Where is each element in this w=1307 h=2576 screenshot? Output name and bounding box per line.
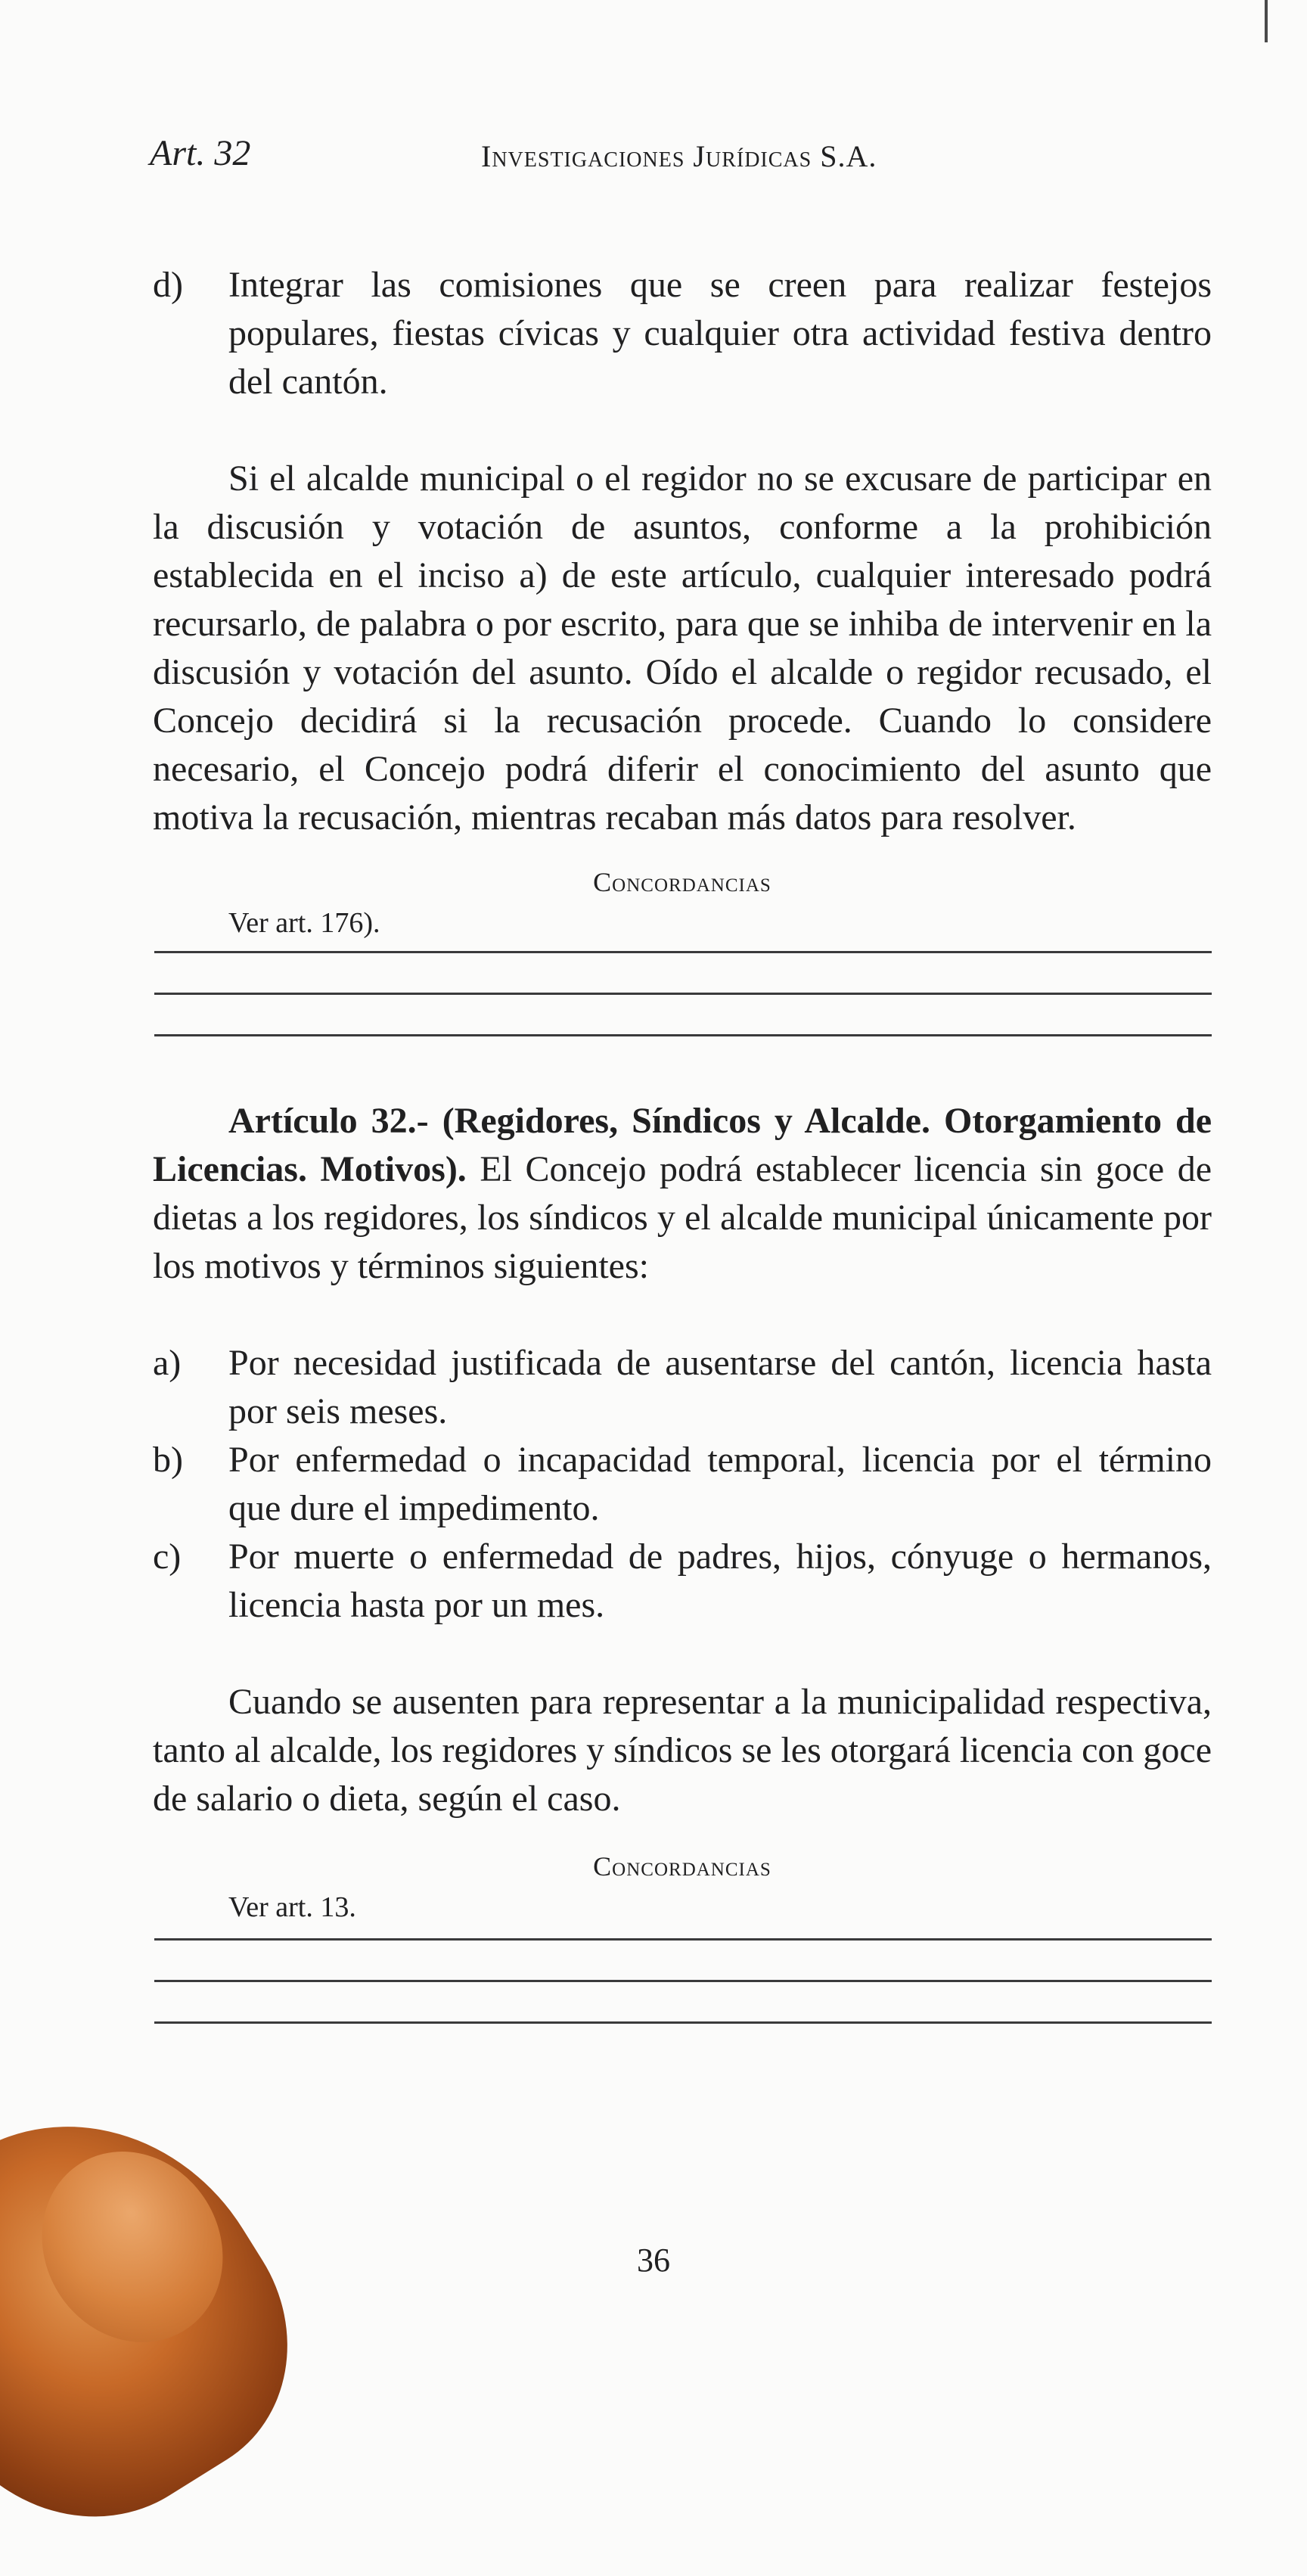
list-item-text: Integrar las comisiones que se creen para realizar festejos populares, fiestas cívicas y cualquier otra actividad festiva dentro del cantón.	[228, 265, 1212, 402]
list-item-a	[153, 1339, 1212, 1436]
article-32-intro: El Concejo podrá establecer licencia sin goce de dietas a los regidores, los síndicos y el alcalde municipal únicamente por los motivos y términos siguientes:	[153, 1149, 1212, 1286]
closing-paragraph: Cuando se ausenten para representar a la municipalidad respectiva, tanto al alcalde, los regidores y síndicos se les otorgará licencia con goce de salario o dieta, según el caso.	[153, 1682, 1212, 1819]
header-publisher: Investigaciones Jurídicas S.A.	[481, 139, 877, 173]
list-marker: a)	[153, 1343, 182, 1383]
page-number: 36	[637, 2242, 670, 2279]
page-body	[153, 261, 1212, 2024]
list-marker: b)	[153, 1440, 183, 1480]
running-head	[0, 127, 1307, 180]
list-item-c	[153, 1533, 1212, 1630]
list-item-b	[153, 1436, 1212, 1533]
list-marker: d)	[153, 265, 183, 305]
article-32-heading: Artículo 32.- (Regidores, Síndicos y Alcalde. Otorgamiento de Licencias. Motivos).	[153, 1101, 1212, 1189]
list-item-text: Por necesidad justificada de ausentarse del cantón, licencia hasta por seis meses.	[228, 1343, 1212, 1431]
page-edge-mark	[1265, 0, 1268, 42]
concordancias-heading: Concordancias	[593, 867, 771, 897]
list-item-d	[153, 261, 1212, 406]
list-marker: c)	[153, 1537, 182, 1577]
concordancias-heading: Concordancias	[593, 1851, 771, 1882]
recusal-paragraph: Si el alcalde municipal o el regidor no se excusare de participar en la discusión y votación de asuntos, conforme a la prohibición establecida en el inciso a) de este artículo, cualquier interesado podrá recursarlo, de palabra o por escrito, para que se inhiba de intervenir en la discusión y votación del asunto. Oído el alcalde o regidor recusado, el Concejo decidirá si la recusación procede. Cuando lo considere necesario, el Concejo podrá diferir el conocimiento del asunto que motiva la recusación, mientras recaban más datos para resolver.	[153, 458, 1212, 837]
list-item-text: Por enfermedad o incapacidad temporal, licencia por el término que dure el impedimento.	[228, 1440, 1212, 1528]
concordancias-reference: Ver art. 13.	[228, 1891, 356, 1923]
list-item-text: Por muerte o enfermedad de padres, hijos, cónyuge o hermanos, licencia hasta por un mes.	[228, 1537, 1212, 1625]
article-32-paragraph	[153, 1097, 1212, 1291]
header-article-ref: Art. 32	[150, 133, 251, 173]
concordancias-reference: Ver art. 176).	[228, 907, 380, 939]
divider-rule	[154, 2021, 1212, 2024]
